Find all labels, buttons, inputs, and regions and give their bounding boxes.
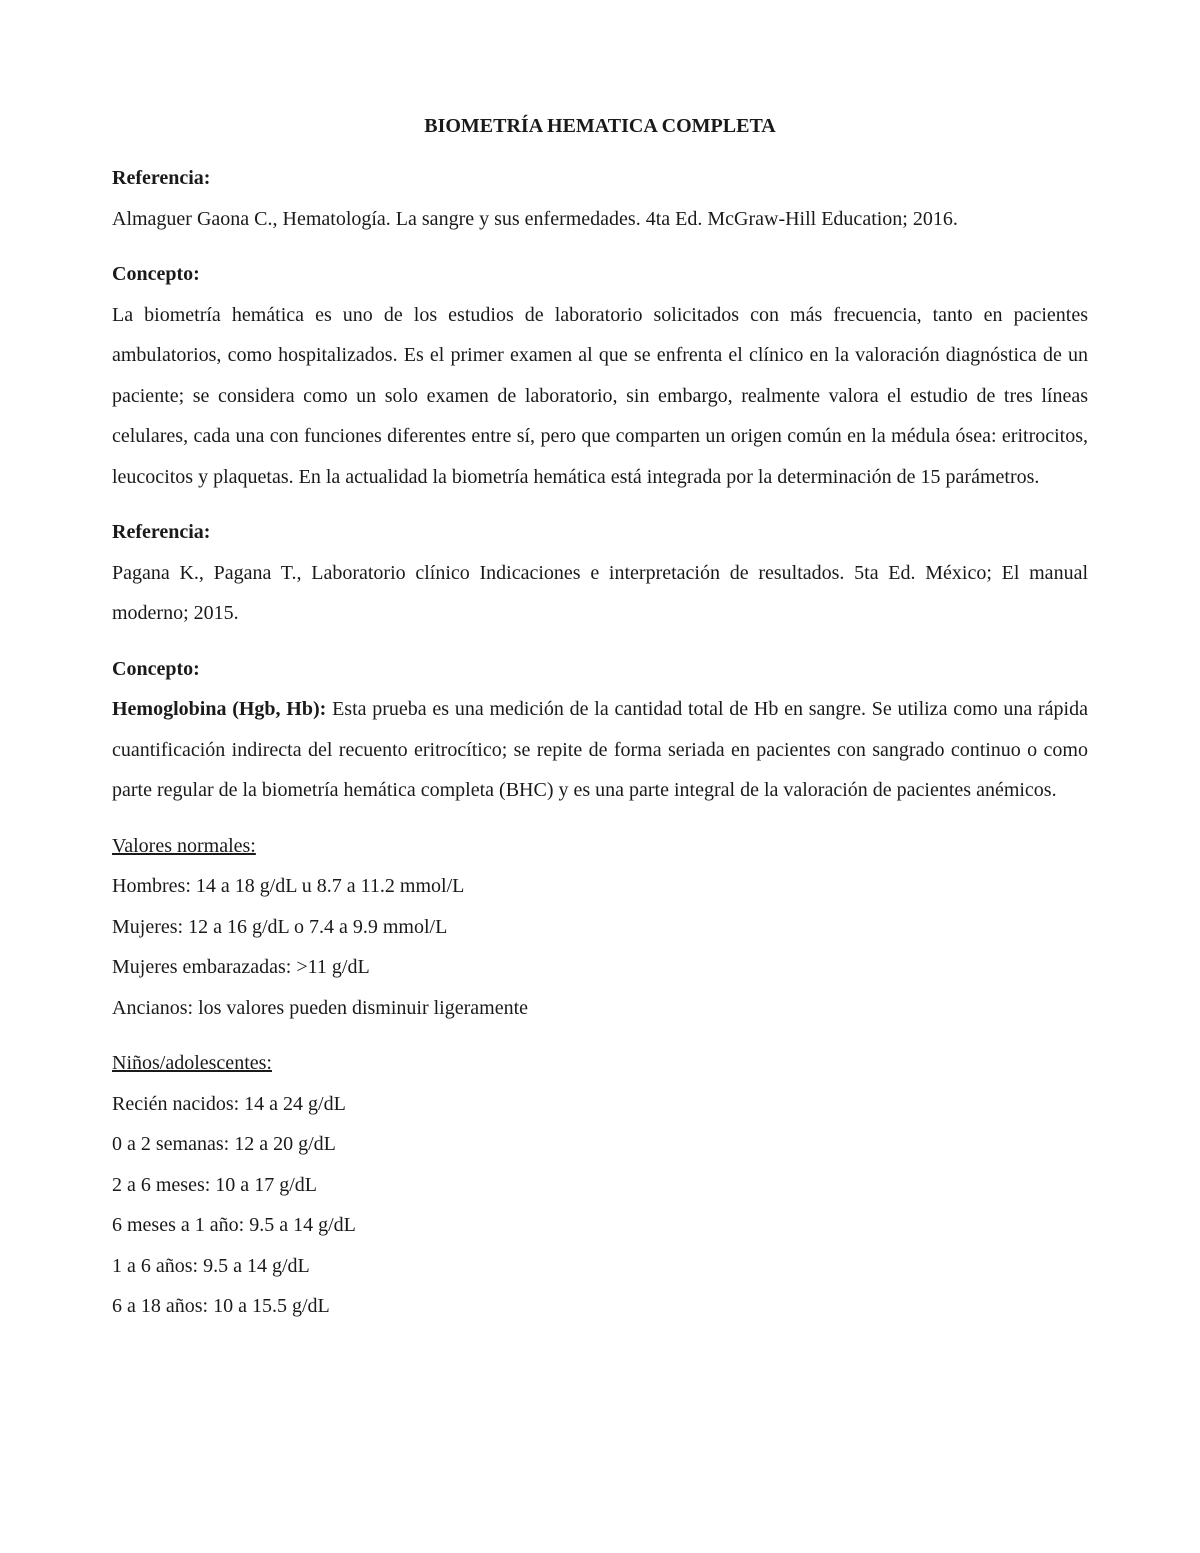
children-value-item: 6 a 18 años: 10 a 15.5 g/dL (112, 1295, 330, 1317)
normal-values-heading: Valores normales: (112, 834, 256, 857)
concept-heading-2: Concepto: (112, 657, 200, 680)
children-value-item: 0 a 2 semanas: 12 a 20 g/dL (112, 1133, 336, 1155)
normal-value-item: Mujeres embarazadas: >11 g/dL (112, 956, 370, 978)
normal-value-item: Mujeres: 12 a 16 g/dL o 7.4 a 9.9 mmol/L (112, 915, 448, 938)
normal-value-item: Ancianos: los valores pueden disminuir ligeramente (112, 996, 529, 1019)
normal-value-item: Hombres: 14 a 18 g/dL u 8.7 a 11.2 mmol/L (112, 875, 465, 897)
reference-heading-2: Referencia: (112, 521, 211, 543)
reference-text-1: Almaguer Gaona C., Hematología. La sangre y sus enfermedades. 4ta Ed. McGraw-Hill Education; 2016. (112, 207, 958, 230)
children-values-heading: Niños/adolescentes: (112, 1052, 272, 1074)
children-value-item: Recién nacidos: 14 a 24 g/dL (112, 1092, 346, 1115)
document-page (112, 108, 1088, 1327)
hemoglobin-description: Esta prueba es una medición de la cantidad total de Hb en sangre. Se utiliza como una rápida cuantificación indirecta del recuento eritrocítico; se repite de forma seriada en pacientes con sangrado continuo o como parte regular de la biometría hemática completa (BHC) y es una parte integral de la valoración de pacientes anémicos. (112, 698, 1088, 801)
hemoglobin-paragraph (112, 689, 1088, 811)
reference-heading-1: Referencia: (112, 167, 211, 189)
concept-heading-1: Concepto: (112, 263, 200, 285)
hemoglobin-term: Hemoglobina (Hgb, Hb): (112, 698, 327, 720)
children-value-item: 2 a 6 meses: 10 a 17 g/dL (112, 1173, 317, 1196)
document-title: BIOMETRÍA HEMATICA COMPLETA (424, 115, 776, 137)
children-value-item: 1 a 6 años: 9.5 a 14 g/dL (112, 1254, 310, 1277)
children-value-item: 6 meses a 1 año: 9.5 a 14 g/dL (112, 1214, 356, 1236)
concept-text-1: La biometría hemática es uno de los estudios de laboratorio solicitados con más frecuencia, tanto en pacientes ambulatorios, como hospitalizados. Es el primer examen al que se enfrenta el clínico en la valoración diagnóstica de un paciente; se considera como un solo examen de laboratorio, sin embargo, realmente valora el estudio de tres líneas celulares, cada una con funciones diferentes entre sí, pero que comparten un origen común en la médula ósea: eritrocitos, leucocitos y plaquetas. En la actualidad la biometría hemática está integrada por la determinación de 15 parámetros. (112, 303, 1088, 488)
reference-text-2: Pagana K., Pagana T., Laboratorio clínico Indicaciones e interpretación de resultados. 5ta Ed. México; El manual moderno; 2015. (112, 561, 1088, 624)
